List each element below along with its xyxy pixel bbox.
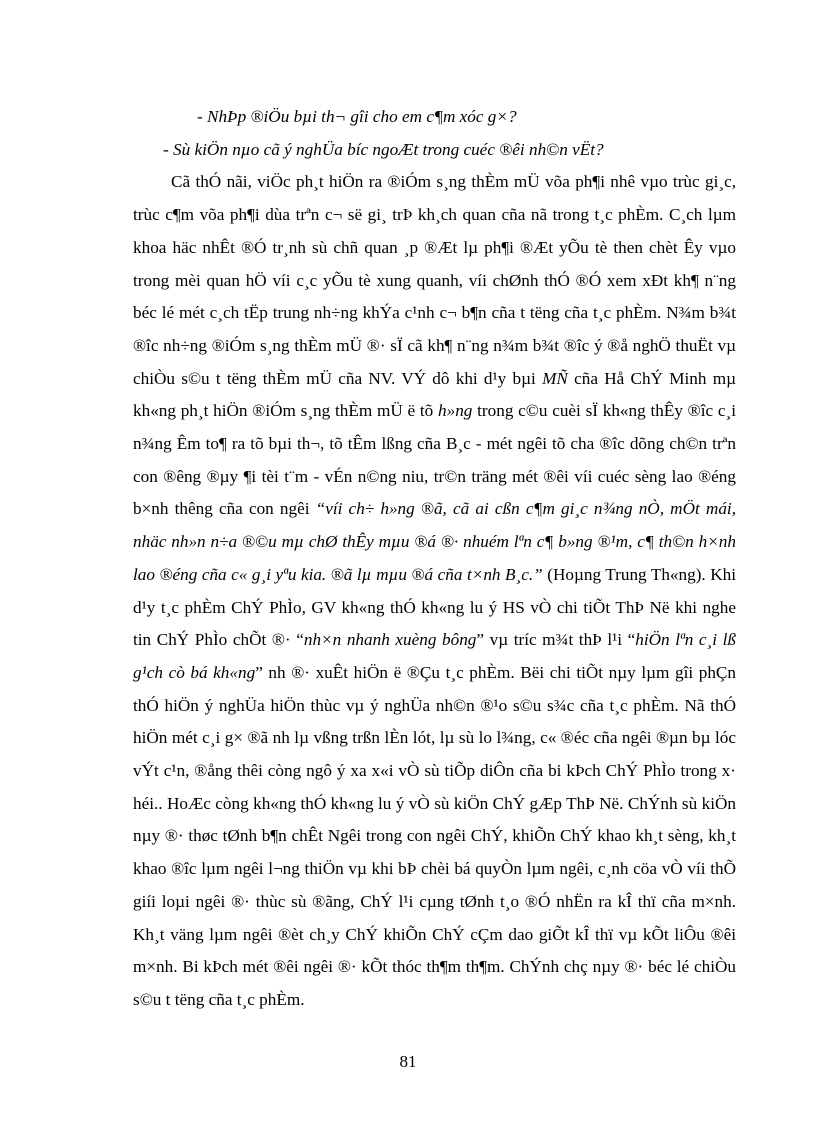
paragraph-text: ” nh ®· xuÊt hiÖn ë ®Çu t¸c phÈm. Bëi chi tiÕt nµy lµm gîi phÇn thÓ hiÖn ý nghÜa hiÖn thùc vµ ý nghÜa nh©n ®¹o s©u s¾c cña t¸c phÈm. Nã thÓ hiÖn mét c¸i g× ®ã nh lµ vßng trßn lÈn lót, lµ sù lo l¾ng, c« ®éc cña ngêi ®µn bµ lóc vÝt c¹n, ®ång thêi còng ngô ý xa x«i vÒ sù tiÕp diÔn cña bi kÞch ChÝ PhÌo trong x· héi.. HoÆc còng kh«ng thÓ kh«ng lu ý vÒ sù kiÖn ChÝ gÆp ThÞ Në. ChÝnh sù kiÖn nµy ®· thøc tØnh b¶n chÊt Ngêi trong con ngêi ChÝ, khiÕn ChÝ khao kh¸t sèng, kh¸t khao ®îc lµm ngêi l¬ng thiÖn vµ khi bÞ chèi bá quyÒn lµm ngêi, c¸nh cöa vÒ víi thÕ giíi loµi ngêi ®· thùc sù ®ãng, ChÝ l¹i cµng tØnh t¸o ®Ó nhËn ra kÎ thï cña m×nh. Kh¸t väng lµm ngêi ®èt ch¸y ChÝ khiÕn ChÝ cÇm dao giÕt kÎ thï vµ kÕt liÔu ®êi m×nh. Bi kÞch mét ®êi ngêi ®· kÕt thóc th¶m th¶m. ChÝnh chç nµy ®· béc lé chiÒu s©u t tëng cña t¸c phÈm.	[133, 662, 736, 1009]
question-rhythm: - NhÞp ®iÖu bµi th¬ gîi cho em c¶m xóc g×?	[197, 107, 517, 126]
poem-title-me: MÑ	[542, 368, 568, 388]
body-paragraph	[133, 166, 736, 1016]
paragraph-text: (Hoµng Trung Th«ng). Khi d¹y t¸c phÈm ChÝ PhÌo, GV kh«ng thÓ kh«ng lu ý HS vÒ chi tiÕt ThÞ Në khi nghe tin ChÝ PhÌo chÕt ®· “	[133, 564, 736, 650]
quotation: “víi ch÷ h»ng ®ã, cã ai cßn c¶m gi¸c n¾ng nÒ, mÖt mái, nhäc nh»n n÷a ®©u mµ chØ thÊy mµu ®á ®· nhuém lªn c¶ b»ng ®¹m, c¶ th©n h×nh lao ®éng cña c« g¸i yªu kia. ®ã lµ mµu ®á cña t×nh B¸c.”	[133, 499, 736, 584]
page-number: 81	[399, 1052, 417, 1071]
quote-brick-kiln: hiÖn lªn c¸i lß g¹ch cò bá kh«ng	[133, 630, 736, 682]
question-turning-point: - Sù kiÖn nµo cã ý nghÜa bíc ngoÆt trong cuéc ®êi nh©n vËt?	[163, 139, 604, 159]
paragraph-text: Cã thÓ nãi, viÖc ph¸t hiÖn ra ®iÓm s¸ng thÈm mÜ võa ph¶i nhê vµo trùc gi¸c, trùc c¶m võa ph¶i dùa trªn c¬ së gi¸ trÞ kh¸ch quan cña nã trong t¸c phÈm. C¸ch lµm khoa häc nhÊt ®Ó tr¸nh sù chñ quan ¸p ®Æt lµ ph¶i ®Æt yÕu tè then chèt Êy vµo trong mèi quan hÖ víi c¸c yÕu tè xung quanh, víi chØnh thÓ ®Ó xem xÐt kh¶ n¨ng béc lé mét c¸ch tËp trung nh÷ng khÝa c¹nh c¬ b¶n cña t tëng cña t¸c phÈm. N¾m b¾t ®îc nh÷ng ®iÓm s¸ng thÈm mÜ ®· sÏ cã kh¶ n¨ng n¾m b¾t ®îc ý ®å nghÖ thuËt vµ chiÒu s©u t tëng thÈm mÜ cña NV. VÝ dô khi d¹y bµi	[133, 172, 736, 388]
paragraph-text: cña Hå ChÝ Minh mµ kh«ng ph¸t hiÖn ®iÓm s¸ng thÈm mÜ ë tõ	[133, 368, 736, 421]
paragraph-text: ” vµ tríc m¾t thÞ l¹i “	[476, 630, 636, 650]
paragraph-text: trong c©u cuèi sÏ kh«ng thÊy ®îc c¸i n¾ng Êm to¶ ra tõ bµi th¬, tõ tÊm lßng cña B¸c - mét ngêi tõ cha ®îc dõng ch©n trªn con ®êng ®µy ¶i tèi t¨m - vÉn n©ng niu, tr©n träng mét ®êi víi cuéc sèng lao ®éng b×nh thêng cña con ngêi	[133, 401, 737, 519]
page-text	[133, 101, 736, 1017]
quote-look-down: nh×n nhanh xuèng bông	[303, 630, 477, 650]
word-hang: h»ng	[438, 401, 473, 421]
